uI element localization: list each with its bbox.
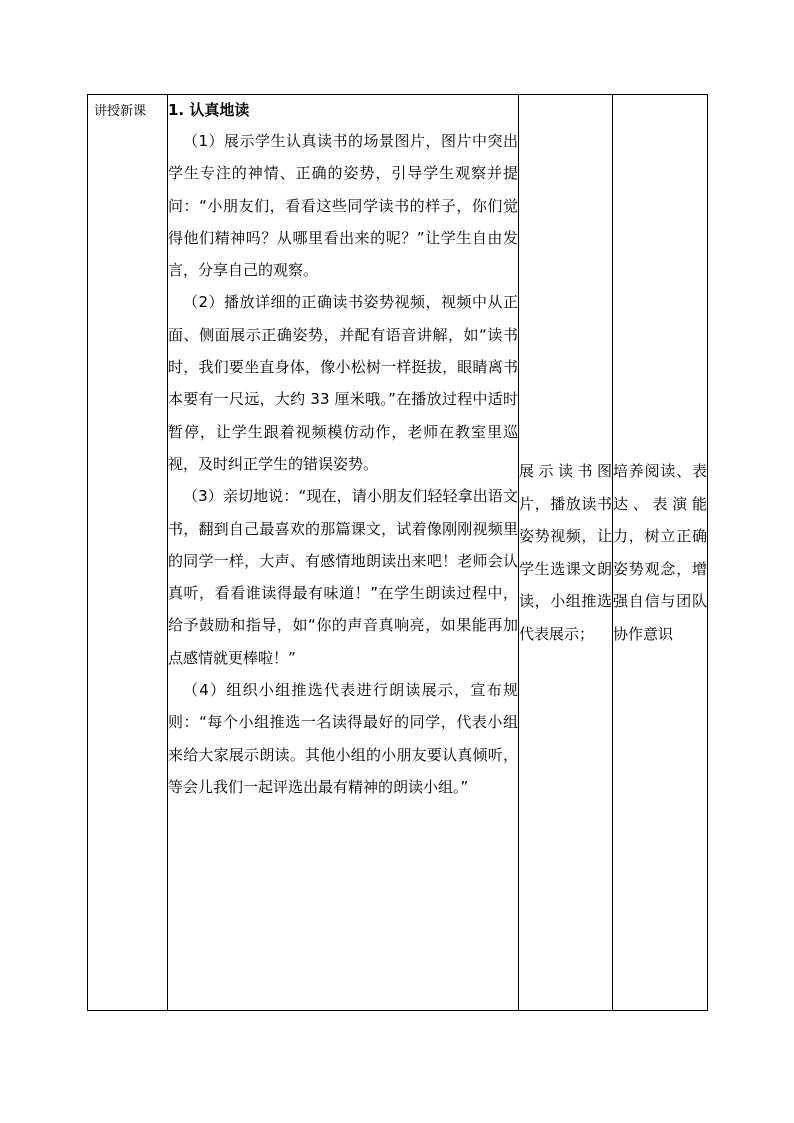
lesson-plan-table [87, 94, 708, 1011]
activity-cell [168, 95, 519, 1011]
stage-cell [88, 95, 168, 1011]
activity-paragraph-2: （2）播放详细的正确读书姿势视频，视频中从正面、侧面展示正确姿势，并配有语音讲解，如“读书时，我们要坐直身体，像小松树一样挺拔，眼睛离书本要有一尺远，大约 33 厘米哦。”在播放过程中适时暂停，让学生跟着视频模仿动作，老师在教室里巡视，及时纠正学生的错误姿势。 [168, 293, 518, 473]
section-heading: 1. 认真地读 [168, 101, 250, 119]
stage-label: 讲授新课 [94, 104, 147, 119]
goal-cell [613, 95, 708, 1011]
activity-paragraph-4: （4）组织小组推选代表进行朗读展示，宣布规则：“每个小组推选一名读得最好的同学，代表小组来给大家展示朗读。其他小组的小朋友要认真倾听，等会儿我们一起评选出最有精神的朗读小组。” [168, 681, 518, 796]
goal-text: 培养阅读、表达、表演能力，树立正确姿势观念，增强自信与团队协作意识 [613, 462, 707, 643]
method-cell [519, 95, 613, 1011]
method-text: 展示读书图片，播放读书姿势视频，让学生选课文朗读，小组推选代表展示； [519, 462, 612, 643]
activity-paragraph-3: （3）亲切地说：“现在，请小朋友们轻轻拿出语文书，翻到自己最喜欢的那篇课文，试着像刚刚视频里的同学一样，大声、有感情地朗读出来吧！老师会认真听，看看谁读得最有味道！”在学生朗读过程中，给予鼓励和指导，如“你的声音真响亮，如果能再加点感情就更棒啦！” [168, 487, 518, 667]
table-row [88, 95, 708, 1011]
activity-paragraph-1: （1）展示学生认真读书的场景图片，图片中突出学生专注的神情、正确的姿势，引导学生观察并提问：“小朋友们，看看这些同学读书的样子，你们觉得他们精神吗？从哪里看出来的呢？”让学生自由发言，分享自己的观察。 [168, 132, 518, 280]
